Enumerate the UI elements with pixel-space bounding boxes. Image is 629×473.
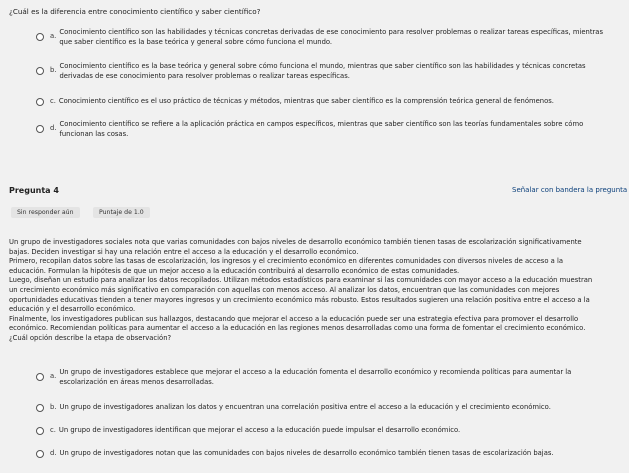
status-badge: Sin responder aún — [11, 207, 80, 218]
score-badge: Puntaje de 1.0 — [93, 207, 150, 218]
option-letter: d. — [50, 124, 57, 132]
question-4-label: Pregunta 4 — [9, 186, 59, 195]
option-text: Un grupo de investigadores analizan los datos y encuentran una correlación positiva entre el acceso a la educación y el crecimiento económico. — [59, 403, 551, 411]
flag-question-link[interactable]: Señalar con bandera la pregunta — [512, 186, 628, 194]
question-3-title: ¿Cuál es la diferencia entre conocimiento científico y saber científico? — [9, 7, 261, 16]
option-letter: c. — [50, 426, 56, 434]
q3-option-d[interactable] — [36, 120, 583, 139]
paragraph-line: un crecimiento económico más significativo en comparación con aquellas con menos acceso. Al analizar los datos, encuentran que las comunidades con mejores — [9, 285, 560, 294]
paragraph-line: educación y el desarrollo económico. — [9, 305, 136, 314]
paragraph-line: Luego, diseñan un estudio para analizar los datos recopilados. Utilizan métodos estadísticos para examinar si las comunidades con mayor acceso a la educación muestran — [9, 276, 593, 285]
option-text-line: que saber científico es la base teórica y general sobre cómo funciona el mundo. — [59, 37, 333, 46]
option-letter: b. — [50, 403, 57, 411]
paragraph-line: económico. Recomiendan políticas para aumentar el acceso a la educación en las regiones menos desarrolladas como una forma de fomentar el crecimiento económico. — [9, 324, 586, 333]
option-text: Un grupo de investigadores identifican que mejorar el acceso a la educación puede impulsar el desarrollo económico. — [58, 426, 461, 434]
radio-button[interactable] — [36, 33, 44, 41]
radio-button[interactable] — [36, 373, 44, 381]
option-text: Un grupo de investigadores notan que las comunidades con bajos niveles de desarrollo económico también tienen tasas de escolarización bajas. — [59, 449, 554, 457]
radio-button[interactable] — [36, 98, 44, 106]
paragraph-line: Finalmente, los investigadores publican sus hallazgos, destacando que mejorar el acceso a la educación puede ser una estrategia efectiva para promover el desarrollo — [9, 314, 579, 323]
option-text-line: derivadas de ese conocimiento para resolver problemas o realizar tareas específicas. — [59, 71, 350, 80]
option-letter: d. — [50, 449, 57, 457]
option-text-line: Conocimiento científico se refiere a la aplicación práctica en campos específicos, mientras que saber científico son las teorías fundamentales sobre cómo — [59, 120, 584, 128]
option-text: Conocimiento científico es el uso práctico de técnicas y métodos, mientras que saber científico es la comprensión teórica general de fenómenos. — [58, 97, 554, 105]
q4-option-a[interactable] — [36, 368, 571, 387]
radio-button[interactable] — [36, 67, 44, 75]
radio-button[interactable] — [36, 450, 44, 458]
option-text — [59, 28, 603, 47]
option-text — [59, 120, 583, 139]
q3-option-a[interactable] — [36, 28, 603, 47]
q4-option-c[interactable] — [36, 426, 460, 436]
q3-option-b[interactable] — [36, 62, 586, 81]
option-text — [59, 368, 571, 387]
q4-option-b[interactable] — [36, 403, 551, 413]
paragraph-line: bajas. Deciden investigar si hay una relación entre el acceso a la educación y el desarrollo económico. — [9, 247, 359, 256]
paragraph-line: oportunidades educativas tienden a tener mayores ingresos y un crecimiento económico más robusto. Estos resultados sugieren una relación positiva entre el acceso a la — [9, 295, 590, 304]
option-text-line: Un grupo de investigadores establece que mejorar el acceso a la educación fomenta el desarrollo económico y recomienda políticas para aumentar la — [59, 368, 572, 376]
paragraph-line: Primero, recopilan datos sobre las tasas de escolarización, los ingresos y el crecimiento económico en diferentes comunidades con diversos niveles de acceso a la — [9, 257, 564, 266]
paragraph-line: Un grupo de investigadores sociales nota que varias comunidades con bajos niveles de desarrollo económico también tienen tasas de escolarización significativamente — [9, 238, 582, 246]
q4-option-d[interactable] — [36, 449, 554, 459]
option-text-line: funcionan las cosas. — [59, 129, 129, 138]
option-text-line: escolarización en áreas menos desarrolladas. — [59, 377, 214, 386]
radio-button[interactable] — [36, 427, 44, 435]
question-prompt: ¿Cuál opción describe la etapa de observación? — [9, 333, 172, 342]
question-4-body — [9, 238, 624, 344]
paragraph-line: educación. Formulan la hipótesis de que un mejor acceso a la educación contribuirá al desarrollo económico de estas comunidades. — [9, 266, 460, 275]
option-letter: a. — [50, 32, 57, 40]
option-text-line: Conocimiento científico son las habilidades y técnicas concretas derivadas de ese conocimiento para resolver problemas o realizar tareas específicas, mientras — [59, 28, 603, 36]
option-letter: c. — [50, 97, 56, 105]
option-text-line: Conocimiento científico es la base teórica y general sobre cómo funciona el mundo, mientras que saber científico son las habilidades y técnicas concretas — [59, 62, 586, 70]
radio-button[interactable] — [36, 125, 44, 133]
option-letter: b. — [50, 66, 57, 74]
option-text — [59, 62, 585, 81]
option-letter: a. — [50, 372, 57, 380]
radio-button[interactable] — [36, 404, 44, 412]
q3-option-c[interactable] — [36, 97, 554, 107]
